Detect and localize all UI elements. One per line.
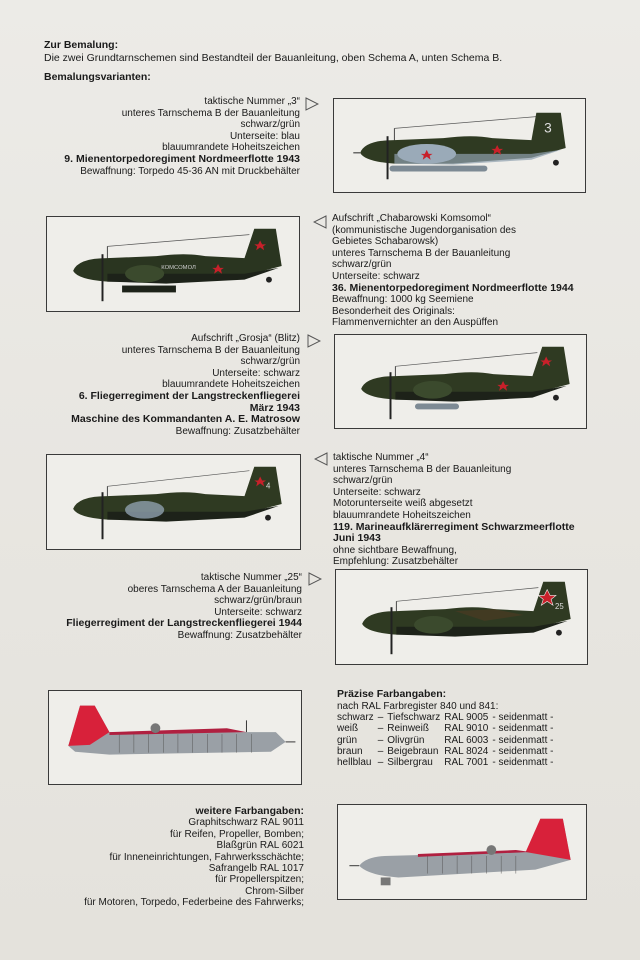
variant-2-description (332, 213, 622, 329)
further-color-line: Graphitschwarz RAL 9011 (188, 817, 304, 829)
color-shade: Beigebraun (387, 745, 439, 757)
aircraft-cutaway-icon (49, 691, 301, 784)
aircraft-cutaway-right (337, 804, 587, 900)
variant-line: Unterseite: schwarz (332, 270, 420, 282)
color-table (337, 712, 557, 768)
finish: - seidenmatt - (492, 757, 554, 769)
variant-line: blauumrandete Hoheitszeichen (333, 509, 471, 521)
painting-header (44, 39, 502, 84)
variant-line: taktische Nummer „25“ (200, 572, 302, 583)
variant-line: Gebietes Schabarowsk) (332, 236, 439, 248)
variant-line: blauumrandete Hoheitszeichen (162, 142, 300, 154)
variant-line: Empfehlung: Zusatzbehälter (333, 556, 459, 568)
arrow-left-icon (314, 452, 328, 466)
color-shade: Tiefschwarz (387, 712, 441, 723)
dash: – (377, 712, 384, 723)
ral-code: RAL 7001 (444, 757, 489, 769)
aircraft-profile-variant-2 (46, 216, 300, 312)
aircraft-green-komsomol-icon (47, 217, 299, 311)
variant-5-description (2, 572, 302, 642)
further-color-line: für Reifen, Propeller, Bomben; (170, 828, 304, 840)
aircraft-green-blue-underside-icon (334, 99, 585, 192)
variant-line: unteres Tarnschema B der Bauanleitung (121, 344, 300, 356)
variants-title: Bemalungsvarianten: (44, 71, 151, 83)
aircraft-cutaway-left (48, 690, 302, 785)
aircraft-profile-variant-5 (335, 569, 588, 665)
variant-4-description (333, 452, 623, 568)
variant-armament: Bewaffnung: Torpedo 45-36 AN mit Druckbehälter (80, 165, 300, 177)
variant-armament: Bewaffnung: Zusatzbehälter (175, 425, 300, 437)
finish: - seidenmatt - (492, 723, 554, 735)
color-name: braun (337, 745, 363, 757)
color-shade: Reinweiß (387, 723, 429, 735)
variant-line: Unterseite: schwarz (333, 486, 421, 498)
further-colors (4, 806, 304, 909)
dash: – (377, 757, 384, 769)
further-color-line: Safrangelb RAL 1017 (208, 863, 304, 875)
variant-line: Unterseite: schwarz (212, 367, 300, 379)
ral-code: RAL 8024 (444, 745, 489, 757)
dash: – (377, 734, 384, 746)
aircraft-green-tail-4-icon (47, 455, 300, 549)
variant-date: März 1943 (249, 401, 300, 414)
arrow-right-icon (307, 334, 321, 348)
variant-line: Unterseite: blau (229, 130, 300, 142)
ral-code: RAL 9010 (444, 723, 489, 735)
finish: - seidenmatt - (492, 734, 554, 746)
aircraft-cutaway-icon (338, 805, 586, 899)
color-row (337, 723, 557, 734)
color-name: hellblau (337, 757, 372, 769)
finish: - seidenmatt - (492, 712, 554, 723)
variant-regiment: Fliegerregiment der Langstreckenfliegerei 1944 (66, 617, 302, 630)
arrow-right-icon (305, 97, 319, 111)
further-color-line: Blaßgrün RAL 6021 (216, 840, 304, 852)
aircraft-profile-variant-4 (46, 454, 301, 550)
variant-line: Besonderheit des Originals: (332, 305, 455, 317)
intro-text: Die zwei Grundtarnschemen sind Bestandteil der Bauanleitung, oben Schema A, unten Schema B. (44, 52, 503, 64)
variant-line: oberes Tarnschema A der Bauanleitung (127, 583, 302, 595)
variant-line: schwarz/grün (240, 356, 300, 368)
variant-1-description (10, 96, 300, 177)
precise-colors (337, 689, 557, 768)
aircraft-profile-variant-1 (333, 98, 586, 193)
arrow-left-icon (313, 215, 327, 229)
further-color-line: Chrom-Silber (245, 885, 304, 897)
color-name: schwarz (337, 712, 374, 723)
svg-text:25: 25 (555, 602, 564, 612)
variant-regiment: 6. Fliegerregiment der Langstreckenfliegerei (78, 389, 300, 402)
variant-3-description (0, 333, 300, 437)
variant-line: schwarz/grün (240, 119, 300, 131)
svg-text:3: 3 (544, 120, 552, 136)
color-row (337, 712, 557, 723)
variant-line: schwarz/grün/braun (214, 595, 302, 607)
color-shade: Olivgrün (387, 734, 425, 746)
svg-text:КОМСОМОЛ: КОМСОМОЛ (161, 264, 196, 271)
further-colors-title: weitere Farbangaben: (195, 805, 304, 817)
variant-line: schwarz/grün (333, 475, 393, 487)
variant-line: unteres Tarnschema B der Bauanleitung (121, 107, 300, 119)
variant-line: taktische Nummer „4“ (333, 452, 429, 463)
variant-regiment: 9. Mienentorpedoregiment Nordmeerflotte 1943 (64, 152, 300, 165)
color-name: weiß (337, 723, 359, 735)
color-name: grün (337, 734, 358, 746)
variant-armament: ohne sichtbare Bewaffnung, (333, 544, 457, 556)
ral-code: RAL 9005 (444, 712, 489, 723)
variant-line: (kommunistische Jugendorganisation des (332, 224, 516, 236)
precise-colors-title: Präzise Farbangaben: (337, 688, 447, 700)
finish: - seidenmatt - (492, 745, 554, 757)
color-shade: Silbergrau (387, 757, 433, 769)
variant-armament: Bewaffnung: Zusatzbehälter (177, 629, 302, 641)
variant-line: taktische Nummer „3“ (204, 96, 300, 107)
precise-colors-subtitle: nach RAL Farbregister 840 und 841: (337, 700, 499, 712)
variant-date: Juni 1943 (333, 532, 381, 545)
ral-code: RAL 6003 (444, 734, 489, 746)
further-color-line: für Motoren, Torpedo, Federbeine des Fahrwerks; (84, 897, 304, 909)
variant-regiment: 36. Mienentorpedoregiment Nordmeerflotte 1944 (332, 281, 574, 294)
variant-regiment: 119. Marineaufklärerregiment Schwarzmeerflotte (333, 520, 575, 533)
aircraft-green-grosja-icon (335, 335, 586, 428)
variant-line: unteres Tarnschema B der Bauanleitung (333, 463, 512, 475)
dash: – (377, 723, 384, 735)
variant-line: Aufschrift „Grosja“ (Blitz) (191, 333, 300, 344)
aircraft-camo-tail-25-icon (336, 570, 587, 664)
variant-armament: Bewaffnung: 1000 kg Seemiene (332, 294, 474, 306)
aircraft-profile-variant-3 (334, 334, 587, 429)
color-row (337, 757, 557, 768)
dash: – (377, 745, 384, 757)
variant-line: Unterseite: schwarz (214, 606, 302, 618)
variant-line: Aufschrift „Chabarowski Komsomol“ (332, 213, 491, 224)
color-row (337, 746, 557, 757)
arrow-right-icon (308, 572, 322, 586)
section-title: Zur Bemalung: (44, 39, 119, 51)
variant-line: unteres Tarnschema B der Bauanleitung (332, 247, 511, 259)
variant-line: Flammenvernichter an den Auspüffen (332, 317, 499, 329)
variant-commander: Maschine des Kommandanten A. E. Matrosow (71, 413, 300, 426)
further-color-line: für Inneneinrichtungen, Fahrwerksschächte; (109, 851, 304, 863)
further-color-line: für Propellerspitzen; (215, 874, 304, 886)
svg-text:4: 4 (266, 481, 271, 491)
variant-line: schwarz/grün (332, 259, 392, 271)
color-row (337, 735, 557, 746)
variant-line: blauumrandete Hoheitszeichen (162, 379, 300, 391)
variant-line: Motorunterseite weiß abgesetzt (333, 498, 473, 510)
